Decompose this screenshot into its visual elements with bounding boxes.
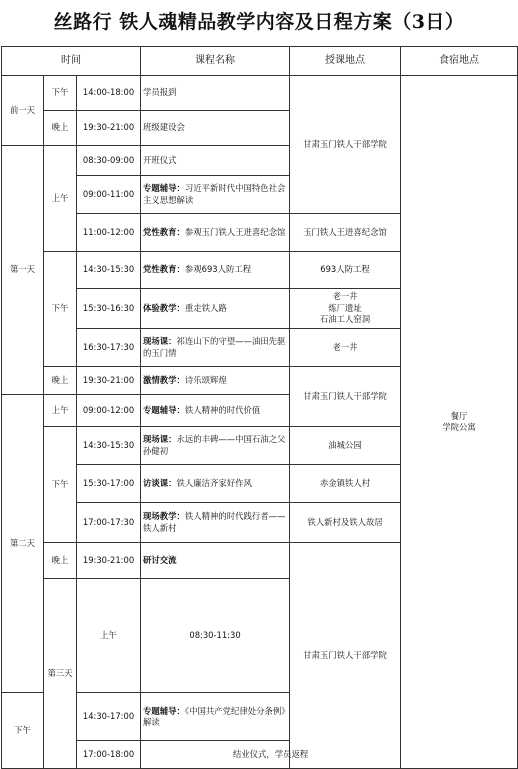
- time-cell: 14:00-18:00: [77, 76, 141, 111]
- header-location: 授课地点: [290, 47, 401, 76]
- time-cell: 17:00-18:00: [77, 741, 141, 769]
- course-tag: 现场课：: [143, 336, 177, 347]
- location-line: 石油工人窑洞: [319, 314, 371, 325]
- closing-cell: 结业仪式，学员返程: [141, 741, 401, 769]
- course-cell: [141, 329, 290, 367]
- day-label: 第一天: [2, 146, 44, 395]
- location-cell: 玉门铁人王进喜纪念馆: [290, 214, 401, 252]
- location-cell: 693人防工程: [290, 252, 401, 289]
- course-text: 永远的丰碑——中国石油之父孙健初: [143, 434, 286, 456]
- period-label: 下午: [44, 427, 77, 543]
- period-label: 晚上: [44, 367, 77, 395]
- period-label: 上午: [77, 579, 141, 693]
- time-cell: 15:30-16:30: [77, 289, 141, 329]
- course-text: 铁人精神的时代践行者——铁人新村: [143, 511, 286, 533]
- lodging-cell: [401, 76, 518, 769]
- course-text: 开班仪式: [143, 154, 177, 165]
- course-tag: 党性教育：: [143, 226, 185, 237]
- day-label: 前一天: [2, 76, 44, 146]
- course-cell: [141, 693, 290, 741]
- lodging-line: 餐厅: [450, 410, 468, 421]
- course-tag: 现场课：: [143, 434, 177, 445]
- course-text: 参观693人防工程: [184, 264, 252, 275]
- lodging-line: 学院公寓: [442, 422, 476, 433]
- period-label: 晚上: [44, 543, 77, 579]
- course-cell: [141, 111, 290, 146]
- course-text: 铁人精神的时代价值: [184, 404, 261, 415]
- header-row: [2, 47, 518, 76]
- period-label: 晚上: [44, 111, 77, 146]
- course-cell: [141, 289, 290, 329]
- time-cell: 09:00-12:00: [77, 395, 141, 427]
- time-cell: 14:30-17:00: [77, 693, 141, 741]
- course-tag: 专题辅导：: [143, 705, 185, 716]
- course-text: 诗乐颂辉煌: [184, 374, 227, 385]
- course-tag: 专题辅导：: [143, 183, 185, 194]
- course-text: 习近平新时代中国特色社会主义思想解读: [143, 183, 286, 205]
- location-cell: [290, 289, 401, 329]
- time-cell: 08:30-09:00: [77, 146, 141, 176]
- course-cell: [141, 76, 290, 111]
- course-text: 学员报到: [143, 87, 177, 98]
- header-lodging: 食宿地点: [401, 47, 518, 76]
- course-cell: [141, 427, 290, 465]
- location-cell: 甘肃玉门铁人干部学院: [290, 76, 401, 214]
- time-cell: 15:30-17:00: [77, 465, 141, 503]
- course-text: 《中国共产党纪律处分条例》解读: [143, 705, 286, 727]
- course-cell: [141, 146, 290, 176]
- time-cell: 08:30-11:30: [141, 579, 290, 693]
- header-course: 课程名称: [141, 47, 290, 76]
- location-cell: 老一井: [290, 329, 401, 367]
- course-cell: [141, 543, 290, 579]
- location-cell: 甘肃玉门铁人干部学院: [290, 543, 401, 769]
- course-cell: [141, 214, 290, 252]
- schedule-table: [1, 46, 518, 769]
- course-text: 祁连山下的守望——油田先驱的玉门情: [143, 336, 286, 358]
- time-cell: 14:30-15:30: [77, 427, 141, 465]
- location-cell: 赤金镇铁人村: [290, 465, 401, 503]
- time-cell: 14:30-15:30: [77, 252, 141, 289]
- location-cell: 铁人新村及铁人故居: [290, 503, 401, 543]
- time-cell: 16:30-17:30: [77, 329, 141, 367]
- course-cell: [141, 367, 290, 395]
- time-cell: 19:30-21:00: [77, 543, 141, 579]
- course-tag: 现场教学：: [143, 511, 185, 522]
- header-time: 时间: [2, 47, 141, 76]
- course-tag: 专题辅导：: [143, 404, 185, 415]
- day-label: 第三天: [44, 579, 77, 769]
- time-cell: 09:00-11:00: [77, 176, 141, 214]
- day-label: 第二天: [2, 395, 44, 693]
- table-row: [2, 76, 518, 111]
- time-cell: 17:00-17:30: [77, 503, 141, 543]
- time-cell: 11:00-12:00: [77, 214, 141, 252]
- location-cell: 油城公园: [290, 427, 401, 465]
- course-cell: [141, 252, 290, 289]
- location-line: 炼厂遗址: [328, 302, 362, 313]
- course-text: 班级建设会: [143, 122, 185, 133]
- course-cell: [141, 395, 290, 427]
- course-text: 重走铁人路: [184, 302, 227, 313]
- course-text: 铁人廉洁齐家好作风: [176, 477, 252, 488]
- course-tag: 研讨交流: [143, 554, 177, 565]
- time-cell: 19:30-21:00: [77, 367, 141, 395]
- page-title: 丝路行 铁人魂精品教学内容及日程方案（3日）: [53, 11, 465, 33]
- location-line: 老一井: [332, 291, 358, 302]
- period-label: 上午: [44, 395, 77, 427]
- period-label: 下午: [44, 252, 77, 367]
- course-cell: [141, 465, 290, 503]
- course-text: 参观玉门铁人王进喜纪念馆: [184, 226, 286, 237]
- time-cell: 19:30-21:00: [77, 111, 141, 146]
- period-label: 下午: [2, 693, 44, 769]
- course-tag: 访谈课：: [143, 477, 177, 488]
- period-label: 下午: [44, 76, 77, 111]
- course-tag: 体验教学：: [143, 302, 185, 313]
- course-cell: [141, 503, 290, 543]
- location-cell: 甘肃玉门铁人干部学院: [290, 367, 401, 427]
- period-label: 上午: [44, 146, 77, 252]
- course-cell: [141, 176, 290, 214]
- course-tag: 激情教学：: [143, 374, 185, 385]
- course-tag: 党性教育：: [143, 264, 185, 275]
